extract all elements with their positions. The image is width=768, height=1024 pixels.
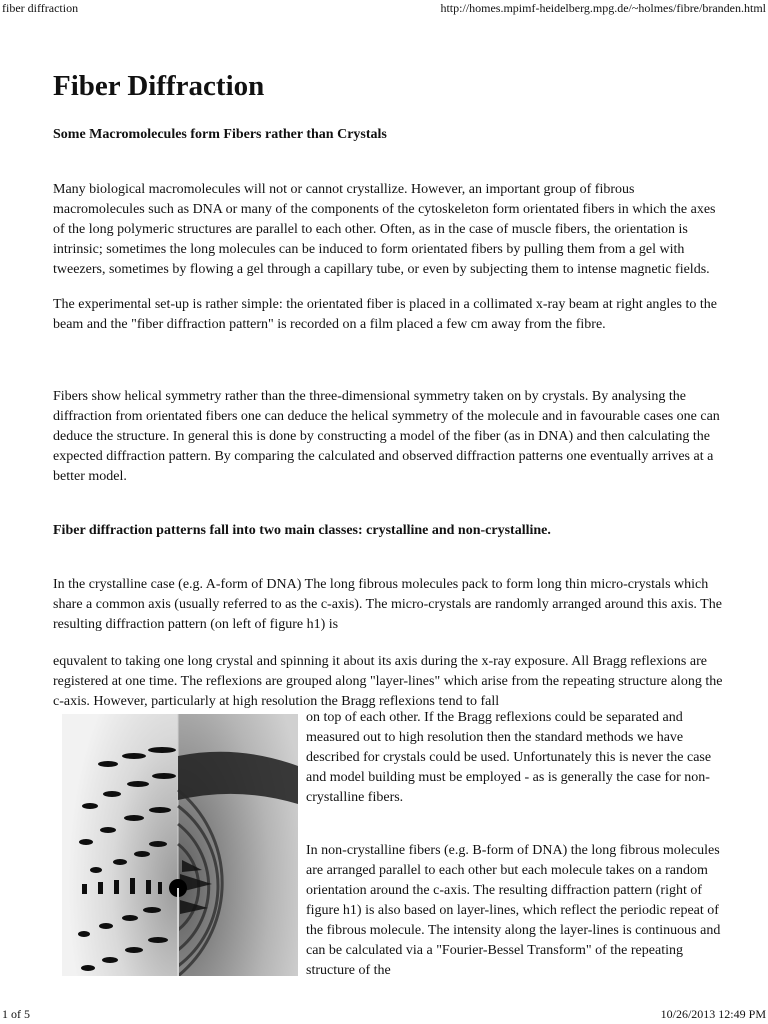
footer-page-count: 1 of 5 (2, 1007, 30, 1021)
section-heading-classes: Fiber diffraction patterns fall into two main classes: crystalline and non-crystalline. (53, 523, 551, 538)
paragraph-non-crystalline: In non-crystalline fibers (e.g. B-form of DNA) the long fibrous molecules are arranged parallel to each other but each molecule takes on a random orientation around the c-axis. The resulting diffraction pattern (right of figure h1) is also based on layer-lines, which reflect the periodic repeat of the fibrous molecule. The intensity along the layer-lines is continuous and can be calculated via a "Fourier-Bessel Transform" of the repeating structure of the (306, 843, 721, 978)
subtitle: Some Macromolecules form Fibers rather than Crystals (53, 127, 387, 142)
header-page-title: fiber diffraction (2, 1, 79, 15)
diffraction-pattern-image (62, 714, 298, 976)
paragraph-crystalline: In the crystalline case (e.g. A-form of DNA) The long fibrous molecules pack to form long thin micro-crystals which share a common axis (usually referred to as the c-axis). The micro-crystals are randomly arranged around this axis. The resulting diffraction pattern (on left of figure h1) is (53, 577, 722, 632)
header-url: http://homes.mpimf-heidelberg.mpg.de/~holmes/fibre/branden.html (440, 1, 766, 15)
footer-timestamp: 10/26/2013 12:49 PM (660, 1007, 766, 1021)
page-title: Fiber Diffraction (53, 70, 265, 102)
paragraph-helical-symmetry: Fibers show helical symmetry rather than the three-dimensional symmetry taken on by crystals. By analysing the diffraction from orientated fibers one can deduce the helical symmetry of the molecule and in favourable cases one can deduce the structure. In general this is done by constructing a model of the fiber (as in DNA) and then calculating the expected diffraction pattern. By comparing the calculated and observed diffraction patterns one eventually arrives at a better model. (53, 389, 720, 484)
paragraph-model-building: on top of each other. If the Bragg reflexions could be separated and measured out to high resolution then the standard methods we have described for crystals could be used. Unfortunately this is never the case and model building must be employed - as is generally the case for non-crystalline fibers. (306, 710, 712, 805)
paragraph-bragg: equvalent to taking one long crystal and spinning it about its axis during the x-ray exposure. All Bragg reflexions are registered at one time. The reflexions are grouped along "layer-lines" which arise from the repeating structure along the c-axis. However, particularly at high resolution the Bragg reflexions tend to fall (53, 654, 723, 709)
paragraph-setup: The experimental set-up is rather simple: the orientated fiber is placed in a collimated x-ray beam at right angles to the beam and the "fiber diffraction pattern" is recorded on a film placed a few cm away from the fibre. (53, 297, 717, 332)
paragraph-intro: Many biological macromolecules will not or cannot crystallize. However, an important group of fibrous macromolecules such as DNA or many of the components of the cytoskeleton form orientated fibers in which the axes of the long polymeric structures are parallel to each other. Often, as in the case of muscle fibers, the orientation is intrinsic; sometimes the long molecules can be induced to form orientated fibers by pulling them from a gel with tweezers, sometimes by flowing a gel through a capillary tube, or even by subjecting them to intense magnetic fields. (53, 182, 716, 277)
